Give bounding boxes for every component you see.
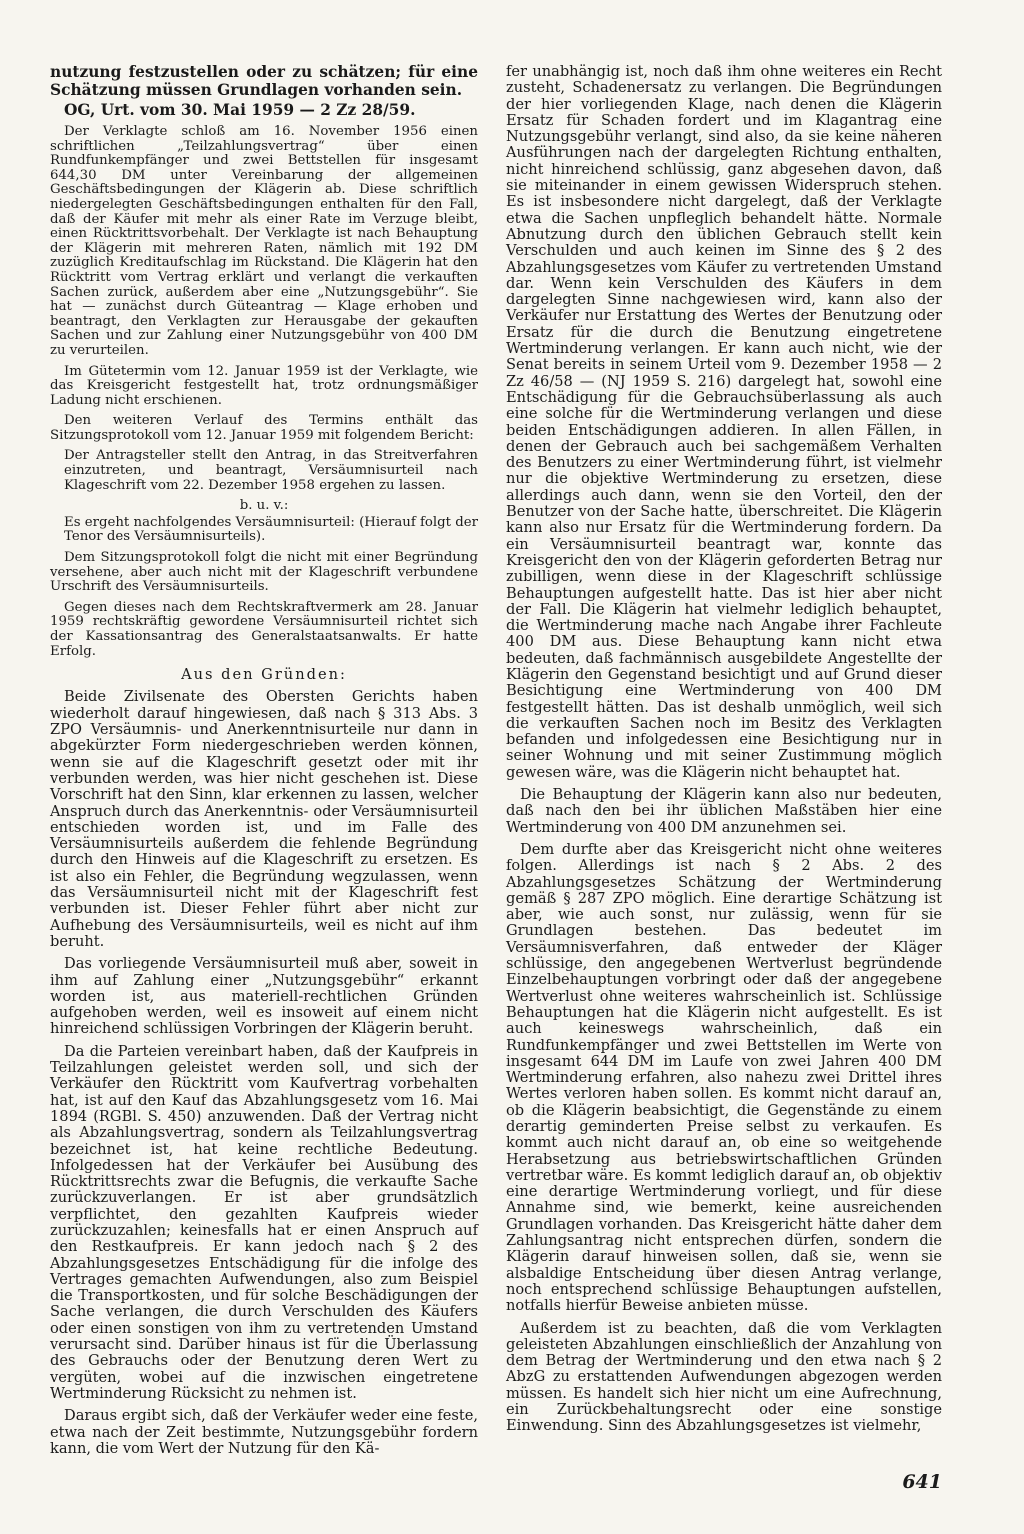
body-paragraph: Die Behauptung der Klägerin kann also nur bedeuten, daß nach den bei ihr üblichen Maßstäben hier eine Wertminderung von 400 DM anzunehmen sei.	[506, 786, 942, 836]
facts-paragraph: Dem Sitzungsprotokoll folgt die nicht mit einer Begründung versehene, aber auch nicht mit der Klageschrift verbundene Urschrift des Versäumnisurteils.	[50, 550, 478, 595]
case-citation: OG, Urt. vom 30. Mai 1959 — 2 Zz 28/59.	[64, 101, 416, 119]
left-column	[50, 64, 478, 1463]
reasons-paragraph: Das vorliegende Versäumnisurteil muß aber, soweit in ihm auf Zahlung einer „Nutzungsgebühr“ erkannt worden ist, aus materiell-rechtlichen Gründen aufgehoben werden, weil es insoweit auf einem nicht hinreichend schlüssigen Vorbringen der Klägerin beruht.	[50, 955, 478, 1038]
reasons-paragraph: Daraus ergibt sich, daß der Verkäufer weder eine feste, etwa nach der Zeit bestimmte, Nutzungsgebühr fordern kann, die vom Wert der Nutzung für den Kä-	[50, 1407, 478, 1457]
section-title: Aus den Gründen:	[181, 666, 347, 684]
reasons-paragraph: Da die Parteien vereinbart haben, daß der Kaufpreis in Teilzahlungen geleistet werden soll, und sich der Verkäufer den Rücktritt vom Kaufvertrag vorbehalten hat, ist auf den Kauf das Abzahlungsgesetz vom 16. Mai 1894 (RGBl. S. 450) anzuwenden. Daß der Vertrag nicht als Abzahlungsvertrag, sondern als Teilzahlungsvertrag bezeichnet ist, hat keine rechtliche Bedeutung. Infolgedessen hat der Verkäufer bei Ausübung des Rücktrittsrechts zwar die Befugnis, die verkaufte Sache zurückzuverlangen. Er ist aber grundsätzlich verpflichtet, den gezahlten Kaufpreis wieder zurückzuzahlen; keinesfalls hat er einen Anspruch auf den Restkaufpreis. Er kann jedoch nach § 2 des Abzahlungsgesetzes Entschädigung für die infolge des Vertrages gemachten Aufwendungen, also zum Beispiel die Transportkosten, und für solche Beschädigungen der Sache verlangen, die durch Verschulden des Käufers oder einen sonstigen von ihm zu vertretenden Umstand verursacht sind. Darüber hinaus ist für die Überlassung des Gebrauchs oder der Benutzung deren Wert zu vergüten, wobei auf die inzwischen eingetretene Wertminderung Rücksicht zu nehmen ist.	[50, 1042, 478, 1402]
right-column	[506, 64, 942, 1441]
facts-paragraph: Der Verklagte schloß am 16. November 1956 einen schriftlichen „Teilzahlungsvertrag“ über einen Rundfunkempfänger und zwei Bettstellen für insgesamt 644,30 DM unter Vereinbarung der allgemeinen Geschäftsbedingungen der Klägerin ab. Diese schriftlich niedergelegten Geschäftsbedingungen enthalten für den Fall, daß der Käufer mit mehr als einer Rate im Verzuge bleibt, einen Rücktrittsvorbehalt. Der Verklagte ist nach Behauptung der Klägerin mit mehreren Raten, nämlich mit 192 DM zuzüglich Kreditaufschlag im Rückstand. Die Klägerin hat den Rücktritt vom Vertrag erklärt und verlangt die verkauften Sachen zurück, außerdem aber eine „Nutzungsgebühr“. Sie hat — zunächst durch Güteantrag — Klage erhoben und beantragt, den Verklagten zur Herausgabe der gekauften Sachen und zur Zahlung einer Nutzungsgebühr von 400 DM zu verurteilen.	[50, 124, 478, 358]
protocol-judgment: Es ergeht nachfolgendes Versäumnisurteil: (Hierauf folgt der Tenor des Versäumnisurteils).	[64, 514, 478, 545]
body-paragraph: Dem durfte aber das Kreisgericht nicht ohne weiteres folgen. Allerdings ist nach § 2 Abs. 2 des Abzahlungsgesetzes Schätzung der Wertminderung gemäß § 287 ZPO möglich. Eine derartige Schätzung ist aber, wie auch sonst, nur zulässig, wenn für sie Grundlagen bestehen. Das bedeutet im Versäumnisverfahren, daß entweder der Kläger schlüssige, den angegebenen Wertverlust begründende Einzelbehauptungen vorbringt oder daß der angegebene Wertverlust ohne weiteres wahrscheinlich ist. Schlüssige Behauptungen hat die Klägerin nicht aufgestellt. Es ist auch keineswegs wahrscheinlich, daß ein Rundfunkempfänger und zwei Bettstellen im Werte von insgesamt 644 DM im Laufe von zwei Jahren 400 DM Wertminderung erfahren, also nahezu zwei Drittel ihres Wertes verloren haben sollen. Es kommt nicht darauf an, ob die Klägerin beabsichtigt, die Gegenstände zu einem derartig geminderten Preise selbst zu verkaufen. Es kommt auch nicht darauf an, ob eine so weitgehende Herabsetzung aus betriebswirtschaftlichen Gründen vertretbar wäre. Es kommt lediglich darauf an, ob objektiv eine derartige Wertminderung vorliegt, und für diese Annahme sind, wie bemerkt, keine ausreichenden Grundlagen vorhanden. Das Kreisgericht hätte daher dem Zahlungsantrag nicht entsprechen dürfen, sondern die Klägerin darauf hinweisen sollen, daß sie, wenn sie alsbaldige Entscheidung über diesen Antrag verlange, noch entsprechend schlüssige Behauptungen aufstellen, notfalls hierfür Beweise anbieten müsse.	[506, 840, 942, 1315]
reasons-paragraph: Beide Zivilsenate des Obersten Gerichts haben wiederholt darauf hingewiesen, daß nach § 313 Abs. 3 ZPO Versäumnis- und Anerkenntnisurteile nur dann in abgekürzter Form niedergeschrieben werden können, wenn sie auf die Klageschrift gesetzt oder mit ihr verbunden werden, was hier nicht geschehen ist. Diese Vorschrift hat den Sinn, klar erkennen zu lassen, welcher Anspruch durch das Anerkenntnis- oder Versäumnisurteil entschieden worden ist, und im Falle des Versäumnisurteils außerdem die fehlende Begründung durch den Hinweis auf die Klageschrift zu ersetzen. Es ist also ein Fehler, die Begründung wegzulassen, wenn das Versäumnisurteil nicht mit der Klageschrift fest verbunden ist. Dieser Fehler führt aber nicht zur Aufhebung des Versäumnisurteils, weil es nicht auf ihm beruht.	[50, 688, 478, 950]
page-number: 641	[902, 1471, 942, 1493]
headnote-heading: nutzung festzustellen oder zu schätzen; für eine Schätzung müssen Grundlagen vorhanden sein.	[50, 63, 478, 99]
body-paragraph: Außerdem ist zu beachten, daß die vom Verklagten geleisteten Abzahlungen einschließlich der Anzahlung von dem Betrag der Wertminderung und den etwa nach § 2 AbzG zu erstattenden Aufwendungen abgezogen werden müssen. Es handelt sich hier nicht um eine Aufrechnung, ein Zurückbehaltungsrecht oder eine sonstige Einwendung. Sinn des Abzahlungsgesetzes ist vielmehr,	[506, 1319, 942, 1435]
facts-paragraph: Im Gütetermin vom 12. Januar 1959 ist der Verklagte, wie das Kreisgericht festgestellt hat, trotz ordnungsmäßiger Ladung nicht erschienen.	[50, 363, 478, 408]
body-paragraph: fer unabhängig ist, noch daß ihm ohne weiteres ein Recht zusteht, Schadenersatz zu verlangen. Die Begründungen der hier vorliegenden Klage, nach denen die Klägerin Ersatz für Schaden fordert und im Klagantrag eine Nutzungsgebühr verlangt, sind also, da sie keine näheren Ausführungen nach der dargelegten Richtung enthalten, nicht hinreichend schlüssig, ganz abgesehen davon, daß sie miteinander in einem gewissen Widerspruch stehen. Es ist insbesondere nicht dargelegt, daß der Verklagte etwa die Sachen unpfleglich behandelt hätte. Normale Abnutzung durch den üblichen Gebrauch stellt kein Verschulden und auch keinen im Sinne des § 2 des Abzahlungsgesetzes vom Käufer zu vertretenden Umstand dar. Wenn kein Verschulden des Käufers in dem dargelegten Sinne nachgewiesen wird, kann also der Verkäufer nur Erstattung des Wertes der Benutzung oder Ersatz für die durch die Benutzung eingetretene Wertminderung verlangen. Er kann auch nicht, wie der Senat bereits in seinem Urteil vom 9. Dezember 1958 — 2 Zz 46/58 — (NJ 1959 S. 216) dargelegt hat, sowohl eine Entschädigung für die Gebrauchsüberlassung als auch eine solche für die Wertminderung verlangen und diese beiden Entschädigungen addieren. In allen Fällen, in denen der Gebrauch auch bei sachgemäßem Verhalten des Benutzers zu einer Wertminderung führt, ist vielmehr nur die objektive Wertminderung zu ersetzen, diese allerdings auch dann, wenn sie den Vorteil, den der Benutzer von der Sache hatte, überschreitet. Die Klägerin kann also nur Ersatz für die Wertminderung fordern. Da ein Versäumnisurteil beantragt war, konnte das Kreisgericht den von der Klägerin geforderten Betrag nur zubilligen, wenn diese in der Klageschrift schlüssige Behauptungen aufgestellt hatte. Das ist hier aber nicht der Fall. Die Klägerin hat vielmehr lediglich behauptet, die Wertminderung mache nach Angabe ihrer Fachleute 400 DM aus. Diese Behauptung kann nicht etwa bedeuten, daß fachmännisch ausgebildete Angestellte der Klägerin den Gegenstand besichtigt und auf Grund dieser Besichtigung eine Wertminderung von 400 DM festgestellt hätten. Das ist deshalb unmöglich, weil sich die verkauften Sachen noch im Besitz des Verklagten befanden und infolgedessen eine Besichtigung nur in seiner Wohnung und mit seiner Zustimmung möglich gewesen wäre, was die Klägerin nicht behauptet hat.	[506, 63, 942, 781]
facts-paragraph: Gegen dieses nach dem Rechtskraftvermerk am 28. Januar 1959 rechtskräftig gewordene Versäumnisurteil richtet sich der Kassationsantrag des Generalstaatsanwalts. Er hatte Erfolg.	[50, 599, 478, 659]
protocol-quote: Der Antragsteller stellt den Antrag, in das Streitverfahren einzutreten, und beantragt, Versäumnisurteil nach Klageschrift vom 22. Dezember 1958 ergehen zu lassen.	[64, 448, 478, 493]
protocol-buv: b. u. v.:	[239, 498, 289, 514]
facts-paragraph: Den weiteren Verlauf des Termins enthält das Sitzungsprotokoll vom 12. Januar 1959 mit folgendem Bericht:	[50, 413, 478, 443]
